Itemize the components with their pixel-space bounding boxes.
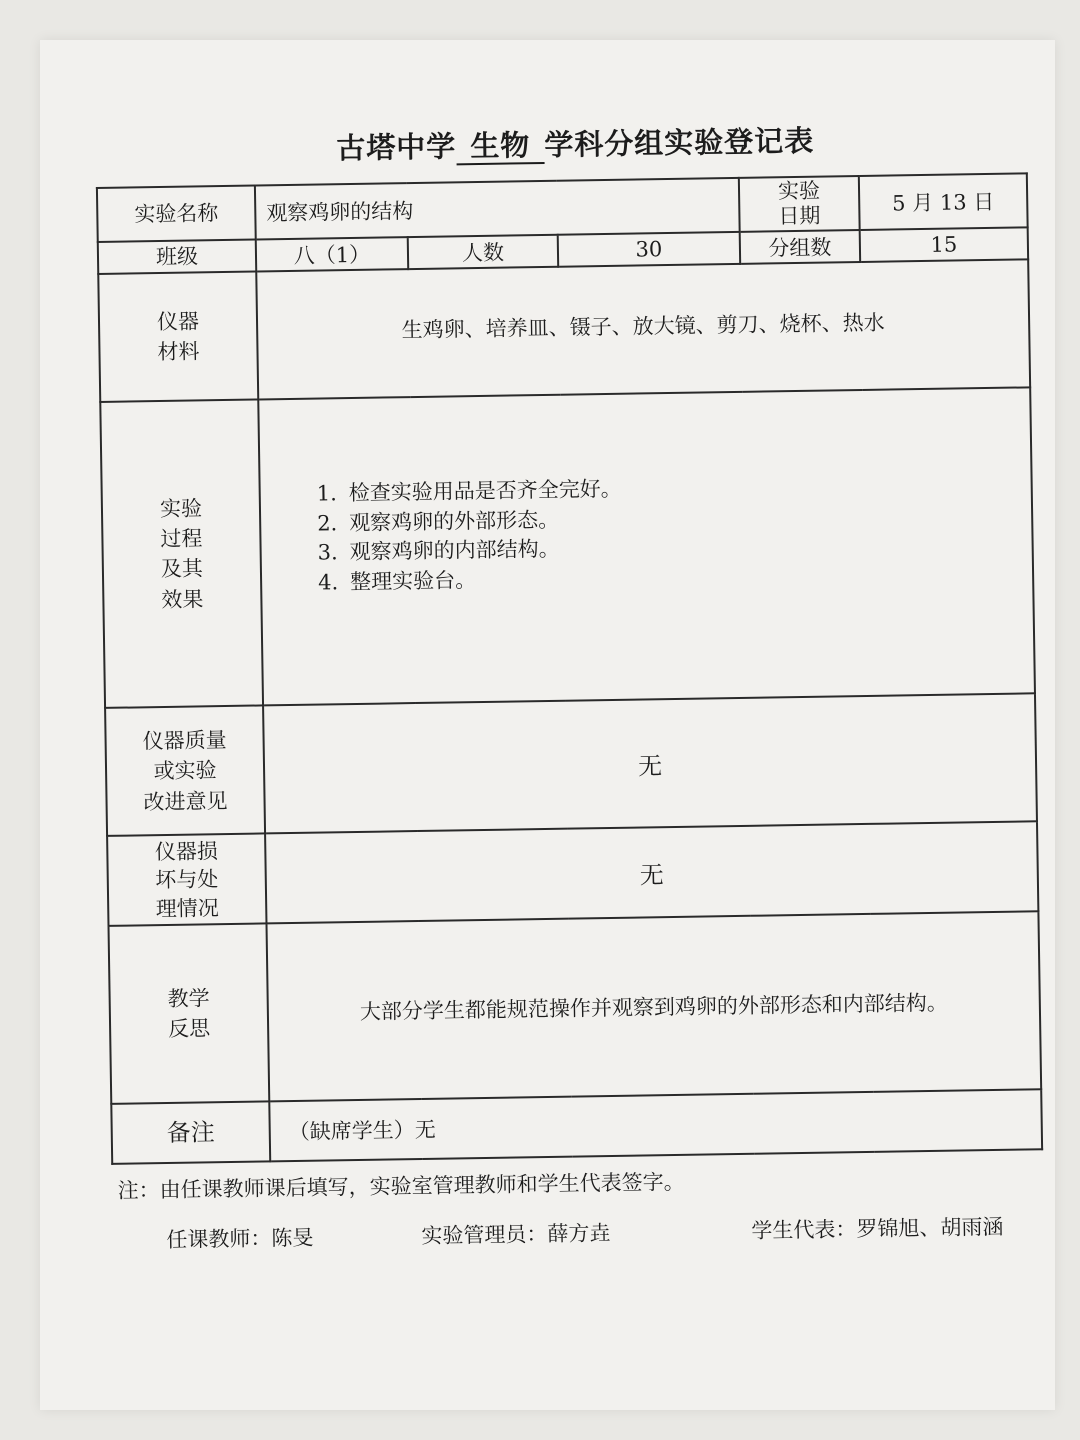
process-steps-cell	[258, 388, 1035, 706]
damage-label: 仪器损 坏与处 理情况	[107, 834, 266, 926]
class-value: 八（1）	[256, 237, 408, 272]
reflection-label: 教学 反思	[109, 924, 270, 1104]
row-suggestions	[105, 694, 1037, 837]
row-damage	[107, 822, 1038, 927]
process-steps	[261, 469, 1033, 599]
process-step: 4. 整理实验台。	[317, 567, 477, 595]
experiment-name-value: 观察鸡卵的结构	[255, 178, 740, 240]
process-label: 实验 过程 及其 效果	[100, 400, 263, 708]
row-materials	[98, 260, 1030, 403]
process-step: 2. 观察鸡卵的外部形态。	[317, 507, 560, 536]
count-value: 30	[558, 232, 740, 267]
experiment-date-label: 实验 日期	[739, 176, 860, 232]
class-label: 班级	[98, 239, 256, 274]
registration-form	[95, 115, 1073, 1255]
title-suffix: 学科分组实验登记表	[544, 123, 815, 162]
reflection-value: 大部分学生都能规范操作并观察到鸡卵的外部形态和内部结构。	[266, 912, 1041, 1102]
footer-note: 注：由任课教师课后填写，实验室管理教师和学生代表签字。	[117, 1170, 685, 1204]
damage-value: 无	[265, 822, 1038, 924]
admin-signature: 实验管理员：薛方垚	[421, 1221, 611, 1249]
groups-label: 分组数	[740, 230, 860, 264]
process-step: 3. 观察鸡卵的内部结构。	[317, 536, 560, 565]
title-school: 古塔中学	[336, 129, 457, 166]
suggestions-label: 仪器质量 或实验 改进意见	[105, 706, 265, 836]
title-subject: 生物	[456, 130, 545, 165]
materials-label: 仪器 材料	[98, 272, 258, 402]
process-step: 1. 检查实验用品是否齐全完好。	[316, 477, 622, 506]
remarks-label: 备注	[111, 1102, 270, 1164]
materials-value: 生鸡卵、培养皿、镊子、放大镜、剪刀、烧杯、热水	[256, 260, 1030, 400]
row-reflection	[109, 912, 1042, 1105]
student-signature: 学生代表：罗锦旭、胡雨涵	[751, 1215, 1004, 1244]
teacher-signature: 任课教师：陈旻	[166, 1226, 314, 1253]
experiment-date-value: 5 月 13 日	[859, 173, 1028, 230]
row-process	[100, 388, 1035, 709]
form-table	[96, 172, 1043, 1165]
groups-value: 15	[860, 227, 1028, 262]
remarks-value: （缺席学生）无	[269, 1090, 1042, 1162]
experiment-name-label: 实验名称	[97, 185, 256, 241]
suggestions-value: 无	[263, 694, 1037, 834]
count-label: 人数	[408, 235, 558, 270]
